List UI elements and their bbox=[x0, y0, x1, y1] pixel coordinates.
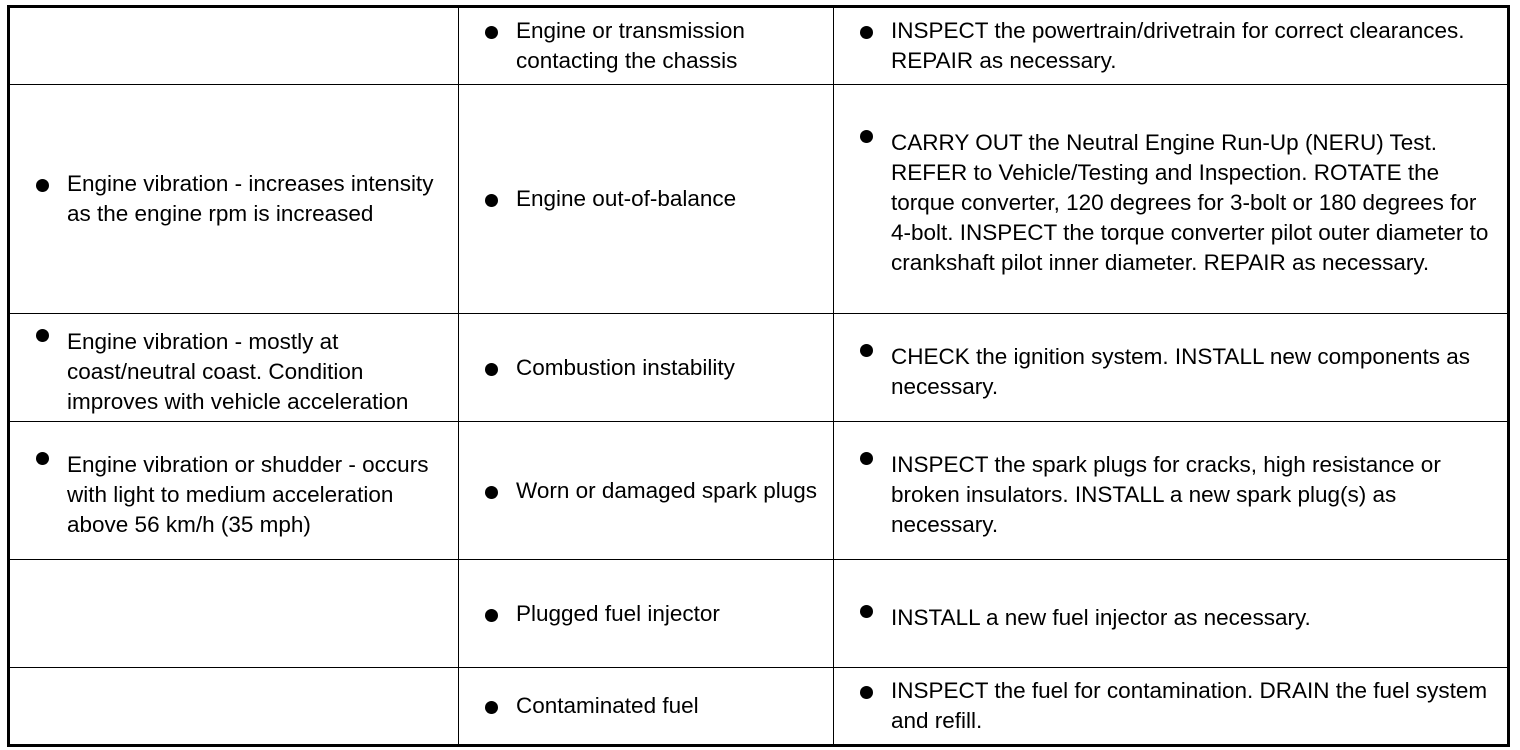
bullet-icon bbox=[485, 609, 498, 622]
list-item bbox=[10, 442, 458, 540]
condition-cell bbox=[9, 668, 459, 746]
list-item bbox=[459, 353, 833, 383]
action-cell bbox=[834, 85, 1509, 314]
list-item bbox=[834, 595, 1507, 633]
cause-text: Engine or transmission contacting the chassis bbox=[516, 18, 745, 73]
list-item bbox=[10, 169, 458, 229]
condition-text: Engine vibration or shudder - occurs with light to medium acceleration above 56 km/h (35 mph) bbox=[67, 451, 429, 537]
bullet-icon bbox=[485, 194, 498, 207]
action-cell bbox=[834, 314, 1509, 422]
action-cell bbox=[834, 422, 1509, 560]
cause-cell bbox=[459, 7, 834, 85]
table-row bbox=[9, 560, 1509, 668]
cause-cell bbox=[459, 668, 834, 746]
condition-cell bbox=[9, 560, 459, 668]
bullet-icon bbox=[860, 26, 873, 39]
action-text: CHECK the ignition system. INSTALL new components as necessary. bbox=[891, 343, 1471, 399]
cause-text: Worn or damaged spark plugs bbox=[516, 477, 817, 503]
list-item bbox=[834, 16, 1507, 76]
table-row bbox=[9, 7, 1509, 85]
list-item bbox=[459, 184, 833, 214]
table-row bbox=[9, 314, 1509, 422]
bullet-icon bbox=[860, 130, 873, 143]
list-item bbox=[834, 334, 1507, 402]
list-item bbox=[10, 319, 458, 417]
action-cell bbox=[834, 7, 1509, 85]
action-cell bbox=[834, 560, 1509, 668]
list-item bbox=[834, 120, 1507, 278]
bullet-icon bbox=[860, 452, 873, 465]
condition-cell bbox=[9, 85, 459, 314]
list-item bbox=[834, 676, 1507, 736]
bullet-icon bbox=[860, 605, 873, 618]
bullet-icon bbox=[36, 452, 49, 465]
list-item bbox=[459, 599, 833, 629]
action-text: CARRY OUT the Neutral Engine Run-Up (NERU) Test. REFER to Vehicle/Testing and Inspection. ROTATE the torque converter, 120 degrees for 3-bolt or 180 degrees for 4-bolt. INSPECT the torque converter pilot outer diameter to crankshaft pilot inner diameter. REPAIR as necessary. bbox=[891, 130, 1489, 275]
bullet-icon bbox=[485, 26, 498, 39]
action-text: INSTALL a new fuel injector as necessary. bbox=[891, 604, 1311, 630]
diagnostic-table bbox=[7, 5, 1510, 747]
list-item bbox=[459, 16, 833, 76]
condition-text: Engine vibration - increases intensity as the engine rpm is increased bbox=[67, 171, 434, 226]
bullet-icon bbox=[36, 329, 49, 342]
action-text: INSPECT the powertrain/drivetrain for correct clearances. REPAIR as necessary. bbox=[891, 18, 1465, 73]
bullet-icon bbox=[485, 486, 498, 499]
cause-cell bbox=[459, 85, 834, 314]
list-item bbox=[459, 691, 833, 721]
list-item bbox=[459, 476, 833, 506]
cause-text: Plugged fuel injector bbox=[516, 600, 720, 626]
condition-cell bbox=[9, 314, 459, 422]
bullet-icon bbox=[485, 363, 498, 376]
bullet-icon bbox=[485, 701, 498, 714]
condition-text: Engine vibration - mostly at coast/neutral coast. Condition improves with vehicle acceleration bbox=[67, 328, 409, 414]
cause-text: Combustion instability bbox=[516, 354, 735, 380]
cause-cell bbox=[459, 314, 834, 422]
bullet-icon bbox=[36, 179, 49, 192]
action-text: INSPECT the fuel for contamination. DRAIN the fuel system and refill. bbox=[891, 678, 1488, 733]
table-row bbox=[9, 668, 1509, 746]
cause-text: Contaminated fuel bbox=[516, 693, 699, 718]
condition-cell bbox=[9, 422, 459, 560]
cause-cell bbox=[459, 422, 834, 560]
list-item bbox=[834, 442, 1507, 540]
cause-cell bbox=[459, 560, 834, 668]
condition-cell bbox=[9, 7, 459, 85]
action-text: INSPECT the spark plugs for cracks, high resistance or broken insulators. INSTALL a new spark plug(s) as necessary. bbox=[891, 451, 1441, 537]
bullet-icon bbox=[860, 344, 873, 357]
bullet-icon bbox=[860, 686, 873, 699]
table-row bbox=[9, 422, 1509, 560]
action-cell bbox=[834, 668, 1509, 746]
table-row bbox=[9, 85, 1509, 314]
cause-text: Engine out-of-balance bbox=[516, 186, 737, 211]
